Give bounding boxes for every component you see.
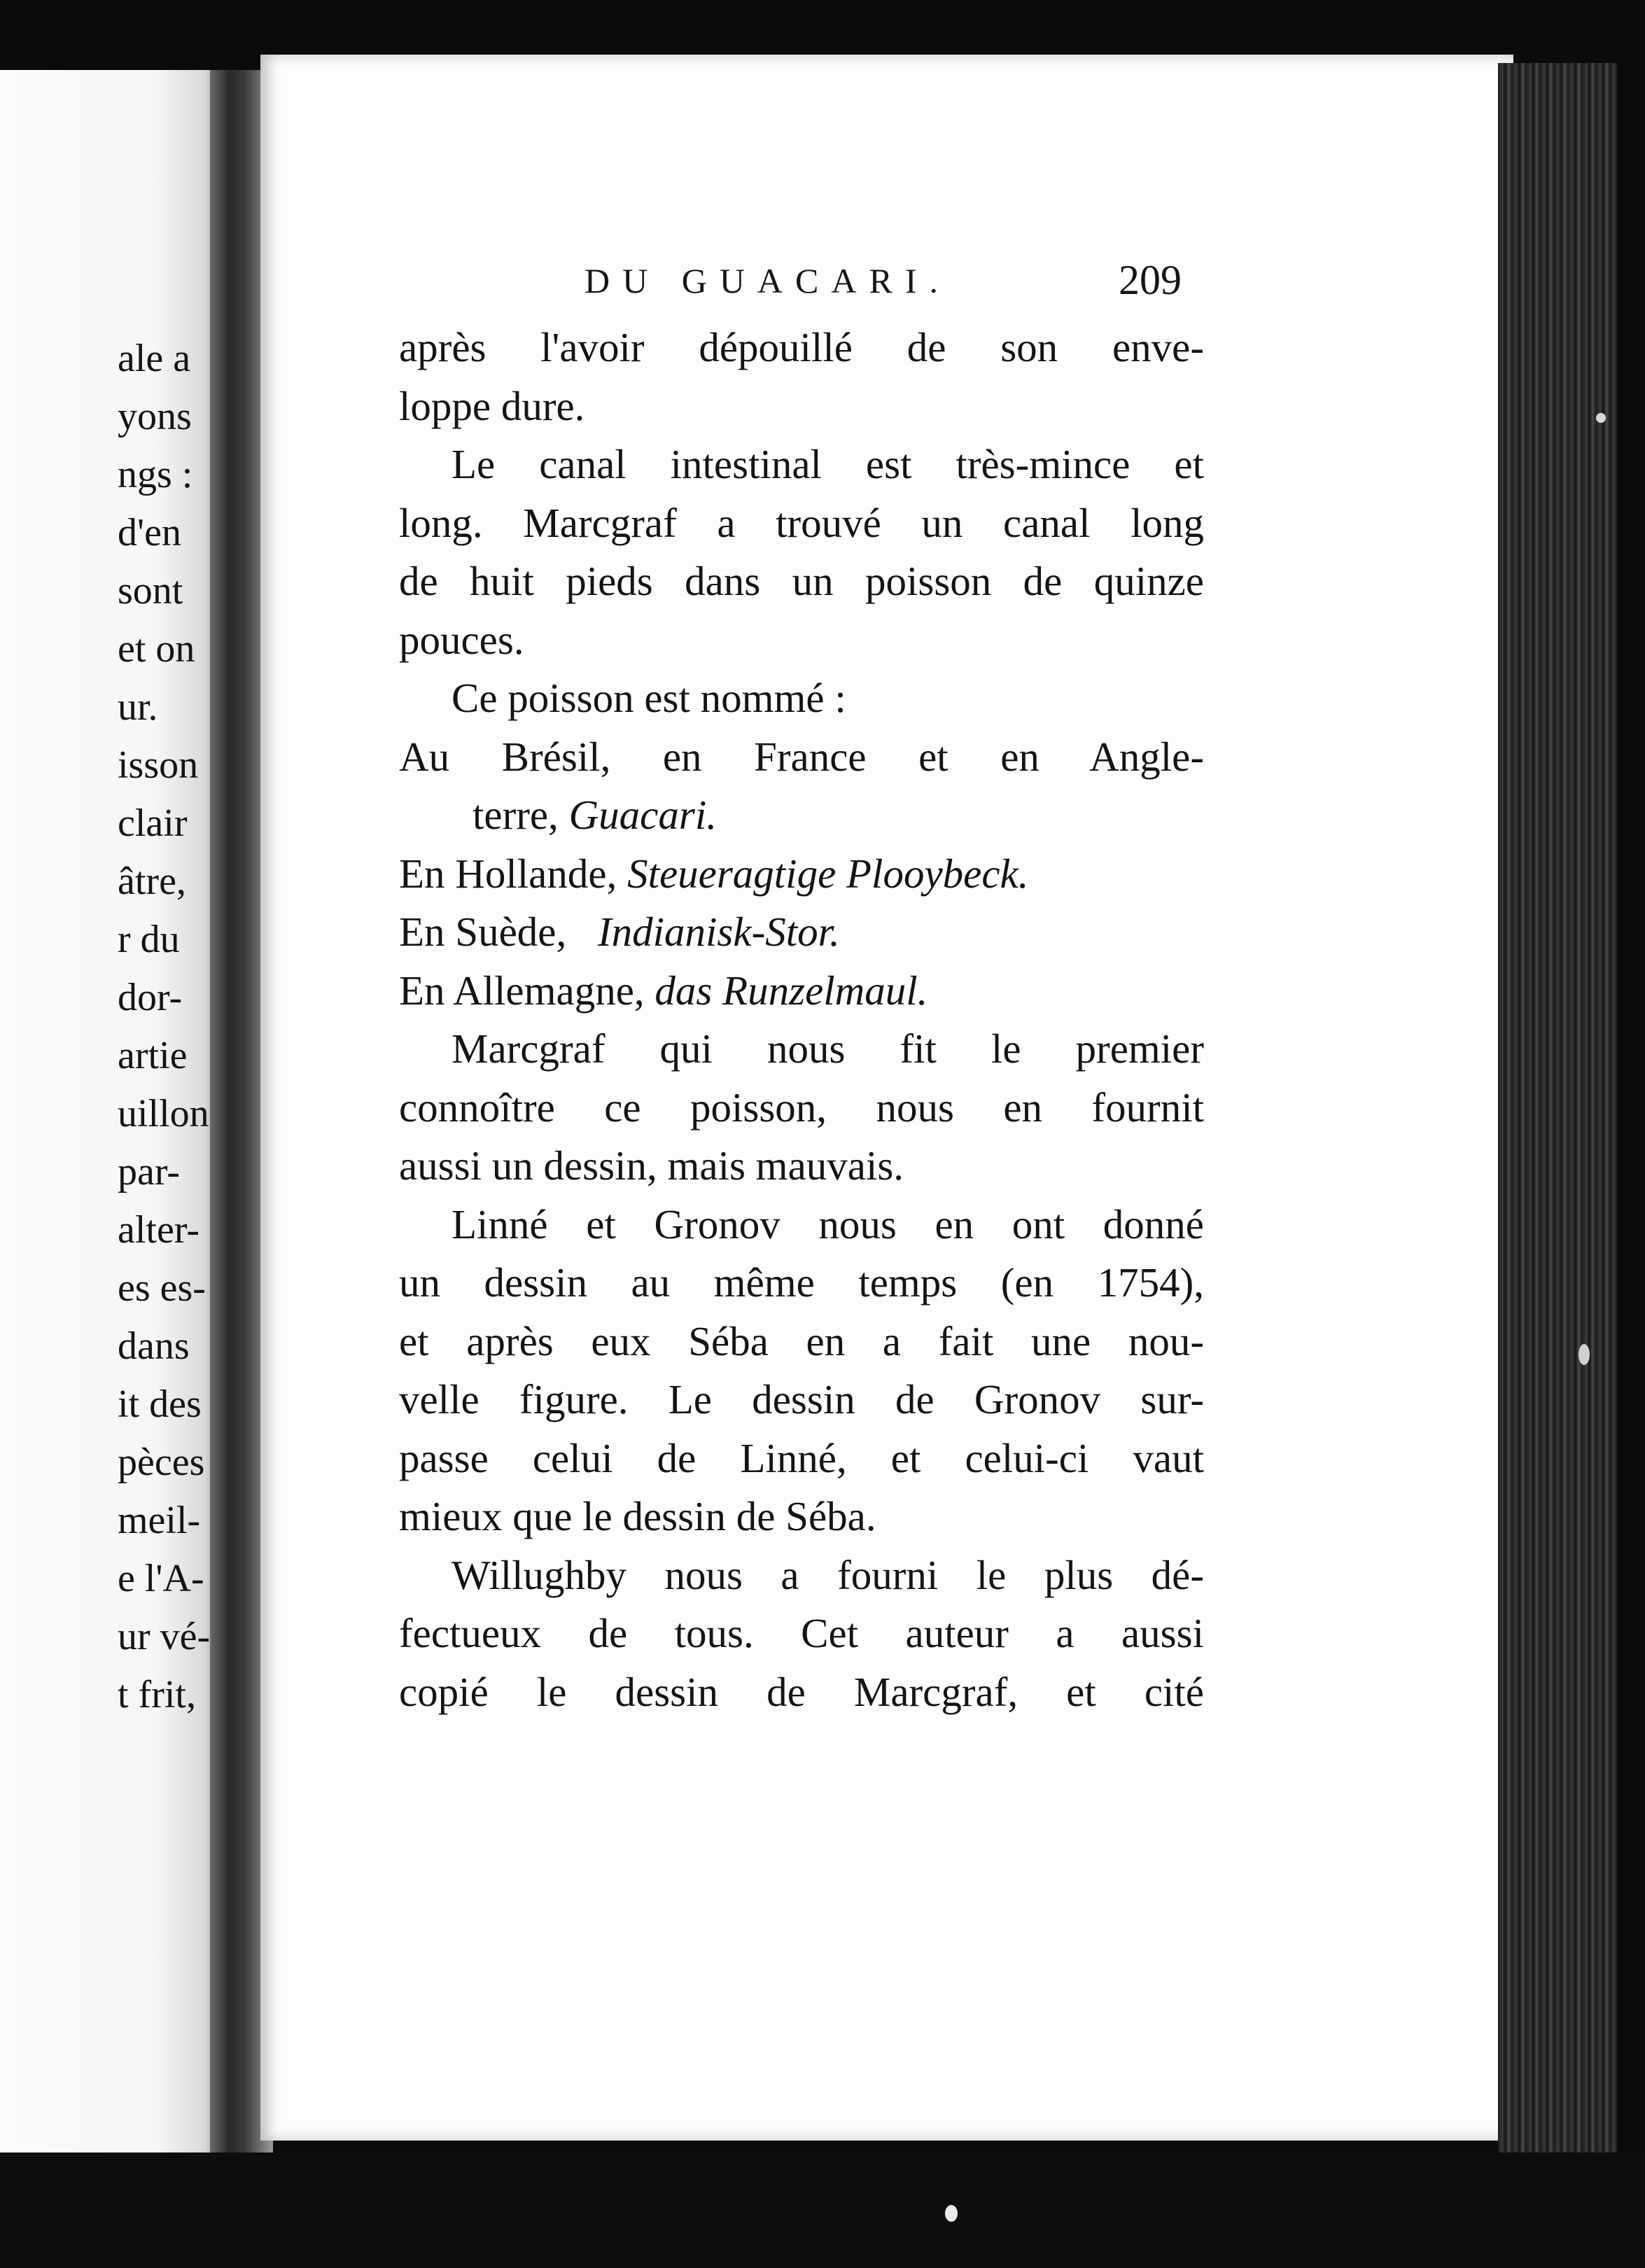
text-line: après l'avoir dépouillé de son enve- [399, 324, 1204, 370]
text-line: connoître ce poisson, nous en fournit [399, 1084, 1204, 1130]
body-text [399, 318, 1204, 1721]
text-line: passe celui de Linné, et celui-ci vaut [399, 1434, 1204, 1481]
left-page-line: uillon [118, 1092, 209, 1135]
left-page-line: par- [118, 1150, 181, 1194]
left-page-line: d'en [118, 511, 181, 554]
left-page-line: dor- [118, 976, 183, 1019]
left-page-line: clair [118, 802, 188, 845]
text-line [399, 786, 1204, 845]
text-line: mieux que le dessin de Séba. [399, 1493, 876, 1539]
text-line: loppe dure. [399, 382, 585, 429]
left-page-line: meil- [118, 1499, 201, 1542]
left-page-line: yons [118, 395, 192, 438]
scan-speck [1596, 413, 1606, 423]
text-line: Au Brésil, en France et en Angle- [399, 733, 1204, 780]
country-name: En Allemagne, [399, 967, 645, 1014]
scan-speck [1578, 1344, 1590, 1365]
left-page-line: r du [118, 918, 180, 961]
left-page-line: sont [118, 569, 183, 612]
left-page-line: alter- [118, 1208, 200, 1252]
fish-name: das Runzelmaul. [654, 967, 928, 1014]
fish-name: Indianisk-Stor. [597, 909, 840, 955]
page-number: 209 [1119, 257, 1182, 303]
left-page-line: artie [118, 1034, 188, 1077]
paragraph-start: Marcgraf qui nous fit le premier [451, 1026, 1204, 1072]
text-line: un dessin au même temps (en 1754), [399, 1259, 1204, 1306]
paragraph-start: Linné et Gronov nous en ont donné [451, 1200, 1204, 1247]
left-page-line: ale a [118, 337, 191, 380]
running-title: DU GUACARI. [584, 261, 951, 300]
text-line: velle figure. Le dessin de Gronov sur- [399, 1376, 1204, 1422]
left-page-line: dans [118, 1324, 190, 1368]
page-edge [1498, 63, 1617, 2170]
text-line [399, 845, 1204, 904]
text-line: fectueux de tous. Cet auteur a aussi [399, 1610, 1204, 1656]
text-line: long. Marcgraf a trouvé un canal long [399, 499, 1204, 546]
left-page-line: et on [118, 627, 195, 671]
text-line: pouces. [399, 616, 524, 663]
country-name: En Suède, [399, 909, 567, 955]
left-page [0, 70, 223, 2156]
scan-border [0, 2152, 1645, 2268]
country-name: En Hollande, [399, 850, 617, 897]
paragraph-start: Willughby nous a fourni le plus dé- [451, 1551, 1204, 1598]
left-page-line: isson [118, 743, 199, 787]
paragraph-start: Ce poisson est nommé : [451, 675, 846, 721]
left-page-line: es es- [118, 1266, 206, 1310]
left-page-line: t frit, [118, 1673, 196, 1716]
left-page-line: ngs : [118, 453, 193, 496]
left-page-line: ur vé- [118, 1615, 211, 1658]
text-line [399, 903, 1204, 962]
text-line [399, 962, 1204, 1021]
text-line: aussi un dessin, mais mauvais. [399, 1142, 904, 1189]
country-name: terre, [472, 792, 559, 838]
fish-name: Guacari. [568, 792, 717, 838]
text-line: de huit pieds dans un poisson de quinze [399, 558, 1204, 604]
left-page-line: e l'A- [118, 1557, 204, 1600]
fish-name: Steueragtige Plooybeck. [627, 850, 1029, 897]
scan-speck [945, 2205, 958, 2222]
left-page-line: ur. [118, 685, 158, 729]
left-page-line: pèces [118, 1441, 205, 1484]
left-page-line: âtre, [118, 860, 186, 903]
left-page-line: it des [118, 1382, 202, 1426]
text-line: copié le dessin de Marcgraf, et cité [399, 1668, 1204, 1715]
text-line: et après eux Séba en a fait une nou- [399, 1317, 1204, 1364]
paragraph-start: Le canal intestinal est très-mince et [451, 441, 1204, 487]
